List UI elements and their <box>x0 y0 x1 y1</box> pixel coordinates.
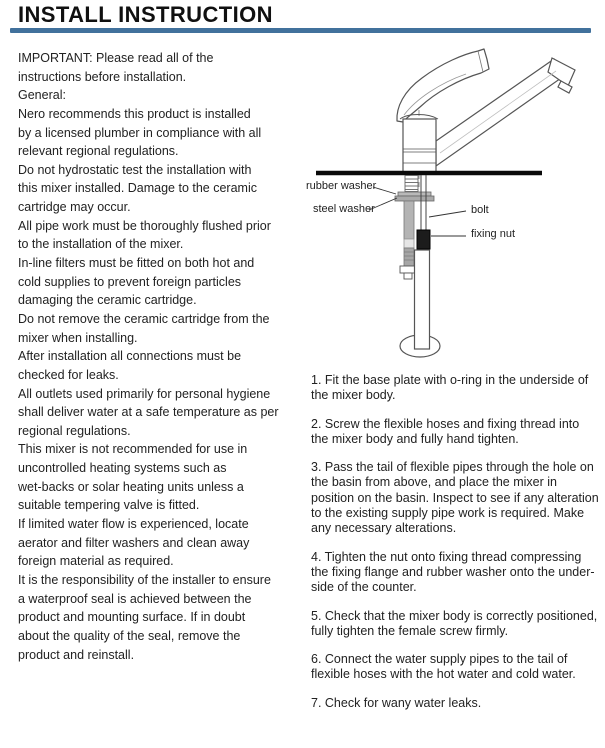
text-line: product and reinstall. <box>18 647 135 662</box>
text-line: General: <box>18 88 66 103</box>
step-item: 4. Tighten the nut onto fixing thread compressing the fixing flange and rubber washer onto the under-side of the counter. <box>311 549 595 595</box>
label-rubber-washer: rubber washer <box>306 180 377 192</box>
text-line: damaging the ceramic cartridge. <box>18 293 197 308</box>
text-line: All pipe work must be thoroughly flushed prior <box>18 218 271 233</box>
text-line: Do not remove the ceramic cartridge from the <box>18 311 270 326</box>
fixing-nut-part <box>417 230 430 249</box>
text-line: It is the responsibility of the installer to ensure <box>18 572 271 587</box>
text-line: cartridge may occur. <box>18 200 131 215</box>
general-instructions <box>18 49 279 664</box>
text-line: shall deliver water at a safe temperature as per <box>18 405 279 420</box>
installation-diagram <box>300 45 602 375</box>
step-item: 5. Check that the mixer body is correctly positioned, fully tighten the female screw firmly. <box>311 608 598 638</box>
label-bolt: bolt <box>471 204 489 216</box>
text-line: cold supplies to prevent foreign particles <box>18 274 242 289</box>
text-line: a waterproof seal is achieved between the <box>18 591 252 606</box>
text-line: uncontrolled heating systems such as <box>18 461 227 476</box>
text-line: This mixer is not recommended for use in <box>18 442 248 457</box>
steel-washer-part <box>395 196 434 201</box>
text-line: product and mounting surface. If in doubt <box>18 610 246 625</box>
text-line: about the quality of the seal, remove the <box>18 628 241 643</box>
step-item: 2. Screw the flexible hoses and fixing thread into the mixer body and fully hand tighten. <box>311 416 580 446</box>
threaded-shank <box>405 176 418 192</box>
flexible-hose <box>415 250 430 349</box>
text-line: If limited water flow is experienced, locate <box>18 517 249 532</box>
label-steel-washer: steel washer <box>313 203 375 215</box>
install-steps <box>311 373 600 724</box>
text-line: In-line filters must be fitted on both hot and <box>18 256 255 271</box>
text-line: IMPORTANT: Please read all of the <box>18 51 214 65</box>
text-line: instructions before installation. <box>18 69 187 84</box>
text-line: mixer when installing. <box>18 330 138 345</box>
title-rule <box>10 28 591 33</box>
text-line: wet-backs or solar heating units unless a <box>18 479 244 494</box>
step-item: 1. Fit the base plate with o-ring in the underside of the mixer body. <box>311 373 589 403</box>
text-line: After installation all connections must be <box>18 349 242 364</box>
page-title: INSTALL INSTRUCTION <box>18 2 273 27</box>
text-line: foreign material as required. <box>18 554 174 569</box>
text-line: by a licensed plumber in compliance with all <box>18 125 262 140</box>
text-line: this mixer installed. Damage to the ceramic <box>18 181 257 196</box>
step-item: 6. Connect the water supply pipes to the tail of flexible hoses with the hot water and cold water. <box>311 652 576 682</box>
text-line: relevant regional regulations. <box>18 144 179 159</box>
step-item: 7. Check for wany water leaks. <box>311 695 482 710</box>
text-line: All outlets used primarily for personal hygiene <box>18 386 271 401</box>
text-line: checked for leaks. <box>18 367 119 382</box>
text-line: Do not hydrostatic test the installation with <box>18 162 252 177</box>
text-line: aerator and filter washers and clean away <box>18 535 250 550</box>
text-line: to the installation of the mixer. <box>18 237 184 252</box>
lever-handle <box>397 49 489 122</box>
label-fixing-nut: fixing nut <box>471 228 516 240</box>
mixer-body <box>400 115 438 174</box>
text-line: regional regulations. <box>18 423 131 438</box>
text-line: suitable tempering valve is fitted. <box>18 498 200 513</box>
text-line: Nero recommends this product is installed <box>18 106 251 121</box>
step-item: 3. Pass the tail of flexible pipes through the hole on the basin from above, and place the mixer in position on the basin. Inspect to see if any alteration to the existing supply pipe work is required. Make any necessary alterations. <box>311 460 599 536</box>
